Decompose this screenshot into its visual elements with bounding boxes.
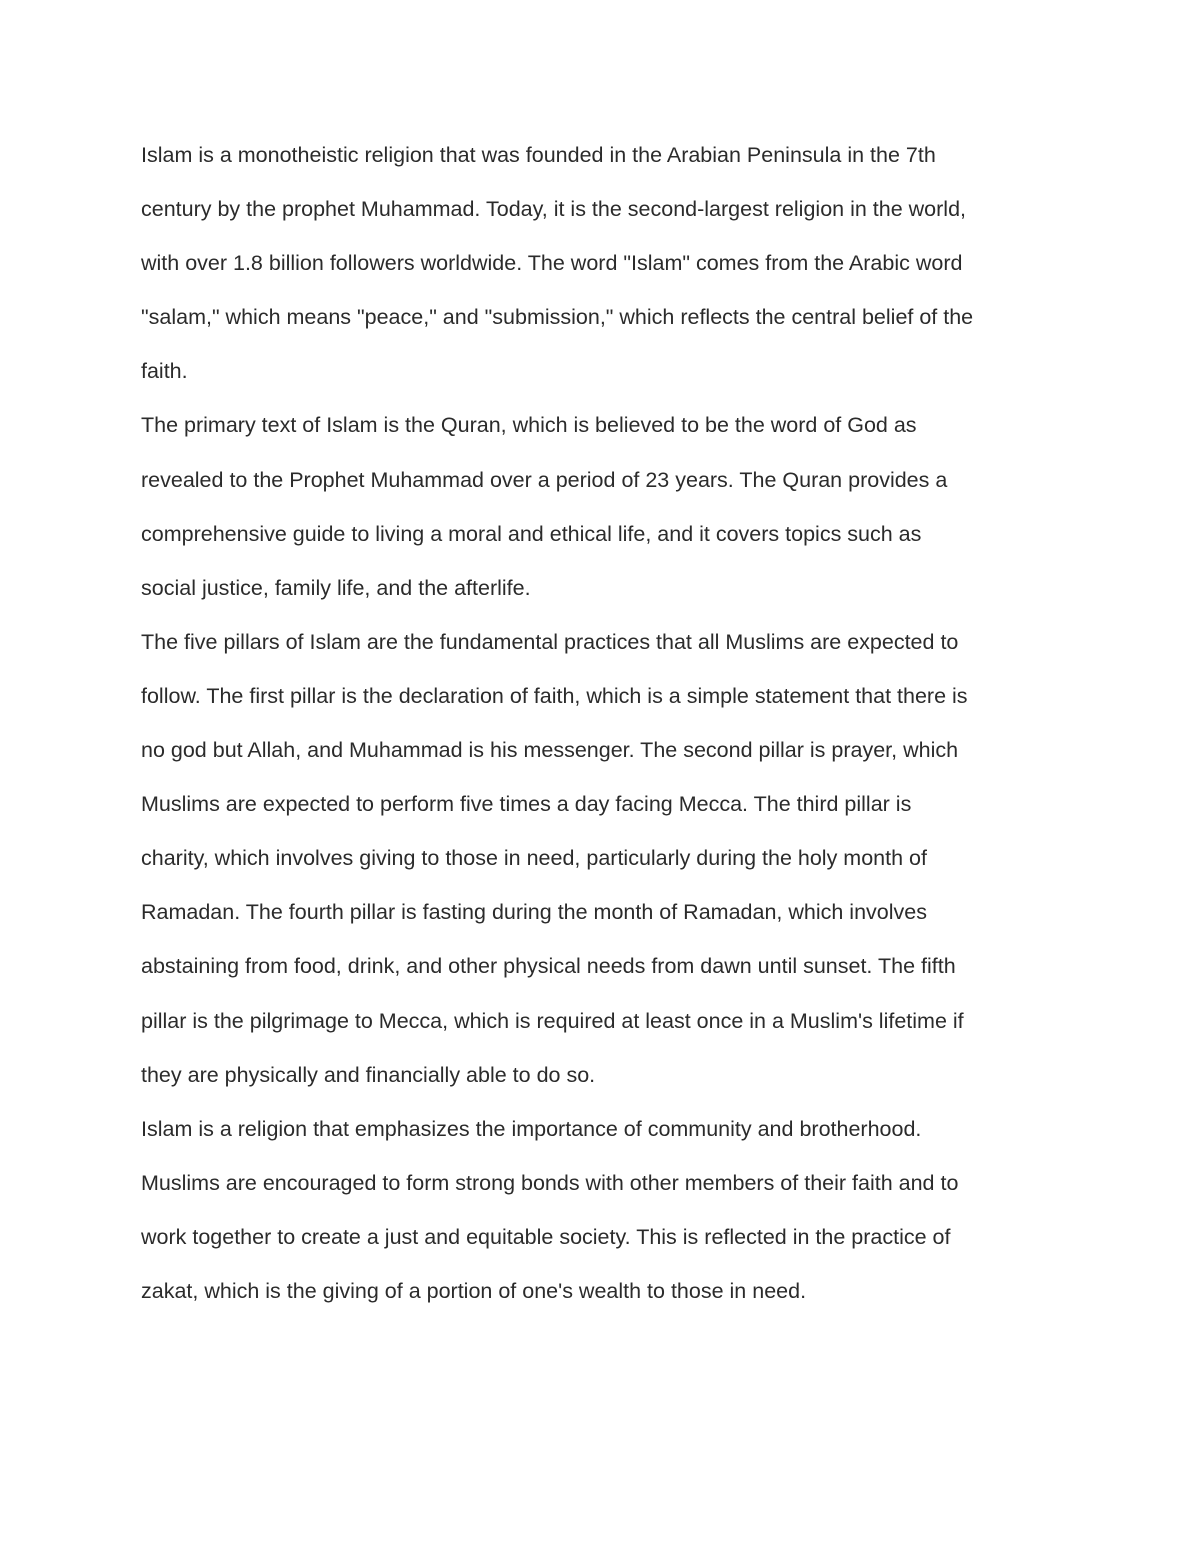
text-line: Muslims are expected to perform five times a day facing Mecca. The third pillar is [141,792,912,817]
text-line: Islam is a religion that emphasizes the importance of community and brotherhood. [141,1116,922,1141]
text-line: abstaining from food, drink, and other physical needs from dawn until sunset. The fifth [141,954,956,979]
text-line: The primary text of Islam is the Quran, which is believed to be the word of God as [141,413,917,438]
text-line: Islam is a monotheistic religion that was founded in the Arabian Peninsula in the 7th [141,143,936,167]
text-line: Ramadan. The fourth pillar is fasting during the month of Ramadan, which involves [141,900,927,925]
text-line: Muslims are encouraged to form strong bonds with other members of their faith and to [141,1170,959,1195]
paragraph-3 [141,615,1141,1102]
document-body [141,128,1141,1318]
text-line: follow. The first pillar is the declaration of faith, which is a simple statement that there is [141,683,968,708]
paragraph-4 [141,1102,1141,1318]
text-line: social justice, family life, and the afterlife. [141,575,531,600]
text-line: they are physically and financially able to do so. [141,1062,596,1087]
text-line: work together to create a just and equitable society. This is reflected in the practice of [141,1224,951,1249]
text-line: The five pillars of Islam are the fundamental practices that all Muslims are expected to [141,629,959,654]
text-line: with over 1.8 billion followers worldwide. The word "Islam" comes from the Arabic word [141,251,963,276]
text-line: pillar is the pilgrimage to Mecca, which is required at least once in a Muslim's lifetime if [141,1008,964,1033]
text-line: revealed to the Prophet Muhammad over a period of 23 years. The Quran provides a [141,467,948,492]
paragraph-1 [141,128,1141,398]
text-line: no god but Allah, and Muhammad is his messenger. The second pillar is prayer, which [141,738,959,763]
text-line: zakat, which is the giving of a portion of one's wealth to those in need. [141,1278,807,1303]
text-line: charity, which involves giving to those in need, particularly during the holy month of [141,846,927,871]
paragraph-2 [141,398,1141,614]
text-line: "salam," which means "peace," and "submission," which reflects the central belief of the [141,305,974,330]
text-line: comprehensive guide to living a moral and ethical life, and it covers topics such as [141,521,922,546]
text-line: century by the prophet Muhammad. Today, it is the second-largest religion in the world, [141,197,966,222]
text-line: faith. [141,359,188,384]
